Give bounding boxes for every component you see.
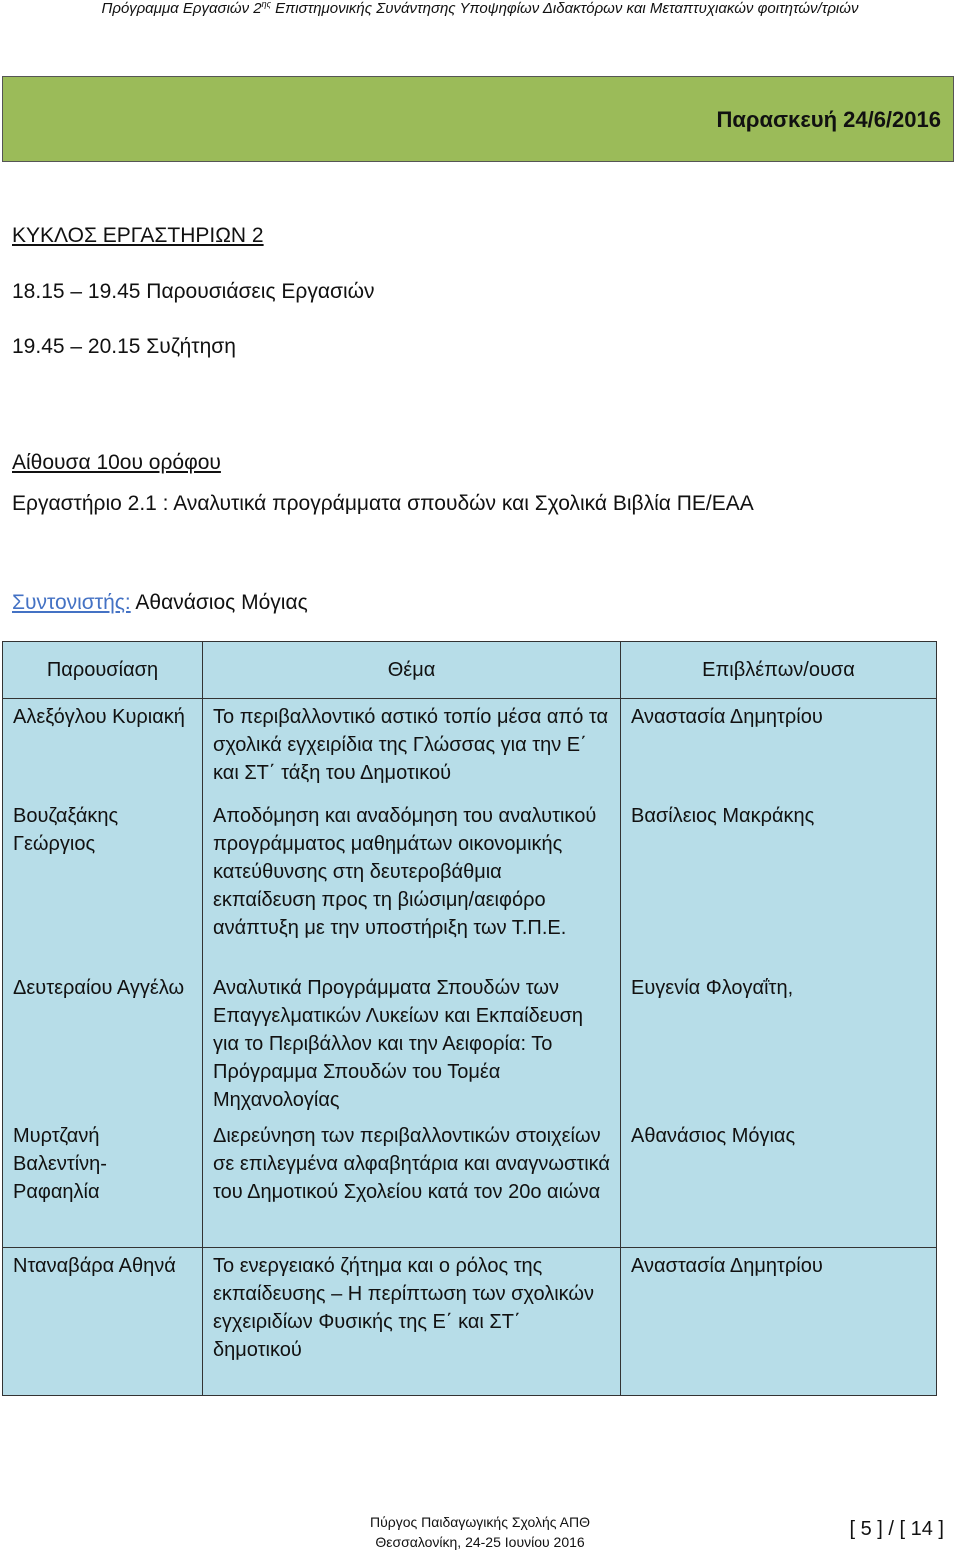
presenter-cell: Βουζαξάκης Γεώργιος <box>3 798 203 970</box>
footer-venue-block <box>300 1512 660 1552</box>
col-header-presentation: Παρουσίαση <box>3 642 203 699</box>
running-header-pre: Πρόγραμμα Εργασιών 2 <box>101 0 262 17</box>
page-indicator: [ 5 ] / [ 14 ] <box>849 1518 944 1540</box>
col-header-supervisor: Επιβλέπων/ουσα <box>621 642 937 699</box>
table-row <box>3 798 937 970</box>
supervisor-cell: Βασίλειος Μακράκης <box>621 798 937 970</box>
time-slot-presentations: 18.15 – 19.45 Παρουσιάσεις Εργασιών <box>12 280 375 303</box>
footer-place-date: Θεσσαλονίκη, 24-25 Ιουνίου 2016 <box>375 1534 585 1550</box>
coordinator-line <box>12 591 308 615</box>
footer-venue: Πύργος Παιδαγωγικής Σχολής ΑΠΘ <box>370 1514 590 1530</box>
topic-cell: Διερεύνηση των περιβαλλοντικών στοιχείων σε επιλεγμένα αλφαβητάρια και αναγνωστικά του Δημοτικού Σχολείου κατά τον 20ο αιώνα <box>203 1118 621 1248</box>
presenter-cell: Δευτεραίου Αγγέλω <box>3 970 203 1118</box>
running-header <box>0 0 960 18</box>
time-slot-discussion: 19.45 – 20.15 Συζήτηση <box>12 335 236 358</box>
running-header-sup: ης <box>261 0 271 9</box>
presenter-cell: Αλεξόγλου Κυριακή <box>3 699 203 798</box>
room-label: Αίθουσα 10ου ορόφου <box>12 451 221 474</box>
supervisor-cell: Αθανάσιος Μόγιας <box>621 1118 937 1248</box>
table-row <box>3 970 937 1118</box>
supervisor-cell: Ευγενία Φλογαΐτη, <box>621 970 937 1118</box>
topic-cell: Το ενεργειακό ζήτημα και ο ρόλος της εκπαίδευσης – Η περίπτωση των σχολικών εγχειριδίων Φυσικής της Ε΄ και ΣΤ΄ δημοτικού <box>203 1248 621 1396</box>
running-header-post: Επιστημονικής Συνάντησης Υποψηφίων Διδακτόρων και Μεταπτυχιακών φοιτητών/τριών <box>270 0 859 17</box>
coordinator-name: Αθανάσιος Μόγιας <box>130 591 308 614</box>
col-header-topic: Θέμα <box>203 642 621 699</box>
table-row <box>3 699 937 798</box>
topic-cell: Αποδόμηση και αναδόμηση του αναλυτικού προγράμματος μαθημάτων οικονομικής κατεύθυνσης στη δευτεροβάθμια εκπαίδευση προς τη βιώσιμη/αειφόρο ανάπτυξη με την υποστήριξη των Τ.Π.Ε. <box>203 798 621 970</box>
date-banner <box>2 76 954 162</box>
table-header-row <box>3 642 937 699</box>
presentations-table <box>2 641 937 1396</box>
topic-cell: Αναλυτικά Προγράμματα Σπουδών των Επαγγελματικών Λυκείων και Εκπαίδευση για το Περιβάλλον και την Αειφορία: Το Πρόγραμμα Σπουδών του Τομέα Μηχανολογίας <box>203 970 621 1118</box>
supervisor-cell: Αναστασία Δημητρίου <box>621 699 937 798</box>
topic-cell: Το περιβαλλοντικό αστικό τοπίο μέσα από τα σχολικά εγχειρίδια της Γλώσσας για την Ε΄ και ΣΤ΄ τάξη του Δημοτικού <box>203 699 621 798</box>
presenter-cell: Μυρτζανή Βαλεντίνη-Ραφαηλία <box>3 1118 203 1248</box>
table-row <box>3 1118 937 1248</box>
supervisor-cell: Αναστασία Δημητρίου <box>621 1248 937 1396</box>
lab-title: Εργαστήριο 2.1 : Αναλυτικά προγράμματα σπουδών και Σχολικά Βιβλία ΠΕ/ΕΑΑ <box>12 492 754 515</box>
table-row <box>3 1248 937 1396</box>
date-banner-text: Παρασκευή 24/6/2016 <box>716 107 941 132</box>
presenter-cell: Νταναβάρα Αθηνά <box>3 1248 203 1396</box>
coordinator-label: Συντονιστής: <box>12 591 131 614</box>
cycle-title: ΚΥΚΛΟΣ ΕΡΓΑΣΤΗΡΙΩΝ 2 <box>12 224 264 247</box>
